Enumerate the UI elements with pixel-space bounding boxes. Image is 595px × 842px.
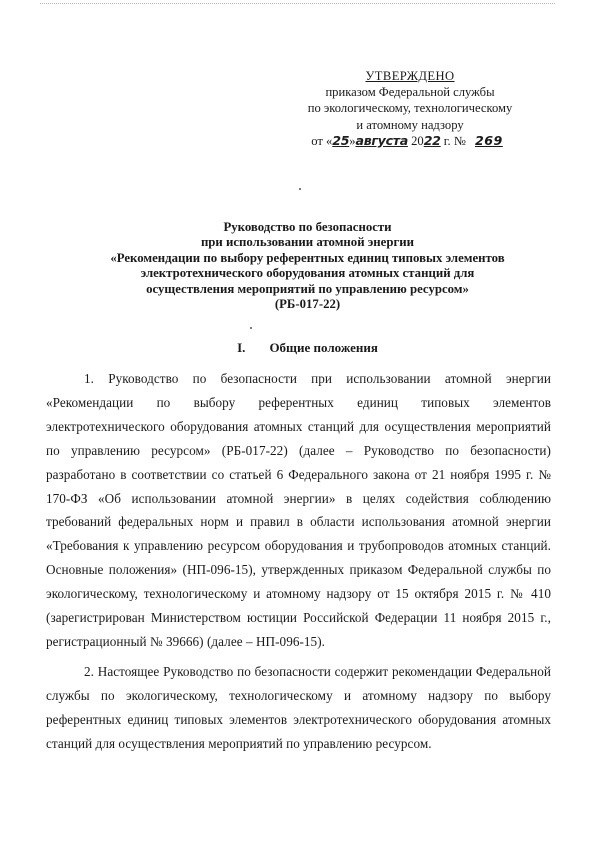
handwritten-year: 22 — [423, 132, 441, 148]
section-title: Общие положения — [269, 340, 378, 355]
approval-date-line — [270, 133, 550, 149]
handwritten-order-number: 269 — [475, 132, 503, 148]
title-line-3: «Рекомендации по выбору референтных единиц типовых элементов — [110, 250, 505, 265]
scan-speck — [250, 327, 252, 329]
approval-block — [270, 68, 550, 149]
paragraph-2: 2. Настоящее Руководство по безопасности содержит рекомендации Федеральной службы по экологическому, технологическому и атомному надзору по выбору референтных единиц типовых элементов электротехнического оборудования атомных станций для осуществления мероприятий по управлению ресурсом. — [46, 663, 551, 751]
approval-line-1: приказом Федеральной службы — [325, 85, 495, 100]
year-prefix: 20 — [407, 133, 424, 148]
paragraph-1: 1. Руководство по безопасности при использовании атомной энергии «Рекомендации по выбору референтных единиц типовых элементов электротехнического оборудования атомных станций для осуществления мероприятий по управлению ресурсом» (РБ-017-22) (далее – Руководство по безопасности) разработано в соответствии со статьей 6 Федерального закона от 21 ноября 1995 г. № 170-ФЗ «Об использовании атомной энергии» в целях содействия соблюдению требований федеральных норм и правил в области использования атомной энергии «Требования к управлению ресурсом оборудования и трубопроводов атомных станций. Основные положения» (НП-096-15), утвержденных приказом Федеральной службы по экологическому, технологическому и атомному надзору от 15 октября 2015 г. № 410 (зарегистрирован Министерством юстиции Российской Федерации 11 ноября 2015 г., регистрационный № 39666) (далее – НП-096-15). — [46, 371, 551, 649]
date-prefix: от « — [311, 133, 333, 148]
title-line-1: Руководство по безопасности — [223, 220, 392, 234]
title-line-5: осуществления мероприятий по управлению ресурсом» — [146, 281, 469, 296]
approved-stamp: УТВЕРЖДЕНО — [365, 69, 455, 83]
section-number: I. — [237, 340, 246, 355]
title-line-2: при использовании атомной энергии — [200, 235, 415, 250]
section-heading — [60, 340, 555, 356]
approval-line-3: и атомному надзору — [356, 117, 464, 132]
scan-edge — [40, 3, 555, 8]
body-text — [46, 367, 551, 762]
scan-speck — [299, 188, 301, 190]
title-line-6: (РБ-017-22) — [274, 297, 341, 312]
approval-line-2: по экологическому, технологическому — [307, 101, 513, 116]
year-suffix: г. № — [440, 133, 469, 148]
document-title — [60, 220, 555, 312]
date-mid: » — [349, 133, 356, 148]
handwritten-month: августа — [355, 132, 408, 148]
handwritten-day: 25 — [332, 132, 350, 148]
title-line-4: электротехнического оборудования атомных станций для — [140, 266, 475, 281]
